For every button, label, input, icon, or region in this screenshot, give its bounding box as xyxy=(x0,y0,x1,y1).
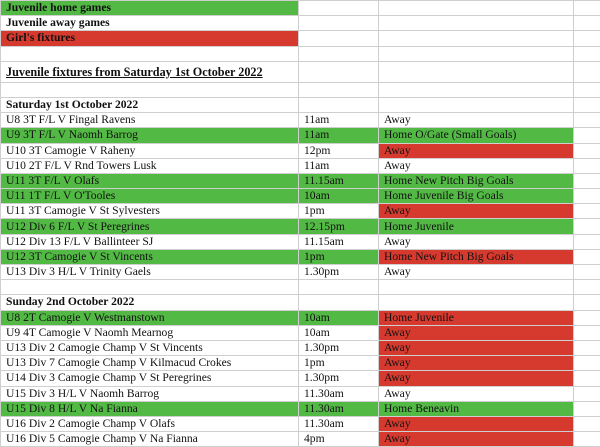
fixture-row xyxy=(1,143,600,158)
cell[interactable] xyxy=(574,46,600,61)
fixture-cell[interactable]: U11 1T F/L V O'Tooles xyxy=(1,189,299,204)
page-title[interactable]: Juvenile fixtures from Saturday 1st October 2022 xyxy=(1,61,299,82)
cell[interactable] xyxy=(379,82,574,97)
fixture-row xyxy=(1,128,600,143)
cell[interactable] xyxy=(574,401,600,416)
time-cell[interactable]: 11am xyxy=(299,113,379,128)
legend-row-away xyxy=(1,16,600,31)
cell[interactable] xyxy=(574,310,600,325)
cell[interactable] xyxy=(574,325,600,340)
cell[interactable] xyxy=(574,432,600,447)
cell[interactable] xyxy=(574,234,600,249)
fixture-cell[interactable]: U12 Div 13 F/L V Ballinteer SJ xyxy=(1,234,299,249)
legend-row-home xyxy=(1,1,600,16)
venue-cell[interactable]: Away xyxy=(379,325,574,340)
time-cell[interactable]: 11.30am xyxy=(299,386,379,401)
cell[interactable] xyxy=(574,143,600,158)
cell[interactable] xyxy=(299,82,379,97)
cell[interactable] xyxy=(574,386,600,401)
cell[interactable] xyxy=(299,46,379,61)
time-cell[interactable]: 1.30pm xyxy=(299,265,379,280)
time-cell[interactable]: 1.30pm xyxy=(299,371,379,386)
fixture-row xyxy=(1,340,600,355)
time-cell[interactable]: 11.15am xyxy=(299,234,379,249)
cell[interactable] xyxy=(299,97,379,112)
fixture-row xyxy=(1,158,600,173)
venue-cell[interactable]: Away xyxy=(379,234,574,249)
cell[interactable] xyxy=(574,295,600,310)
venue-cell[interactable]: Away xyxy=(379,143,574,158)
fixture-row xyxy=(1,219,600,234)
venue-cell[interactable]: Away xyxy=(379,340,574,355)
fixture-cell[interactable]: U10 2T F/L V Rnd Towers Lusk xyxy=(1,158,299,173)
time-cell[interactable]: 12.15pm xyxy=(299,219,379,234)
blank-row xyxy=(1,46,600,61)
venue-cell[interactable]: Away xyxy=(379,356,574,371)
cell[interactable] xyxy=(574,189,600,204)
fixture-cell[interactable]: U13 Div 7 Camogie Champ V Kilmacud Crokes xyxy=(1,356,299,371)
cell[interactable] xyxy=(299,295,379,310)
cell[interactable] xyxy=(574,16,600,31)
time-cell[interactable]: 1pm xyxy=(299,356,379,371)
cell[interactable] xyxy=(379,97,574,112)
cell[interactable] xyxy=(574,219,600,234)
fixture-row xyxy=(1,265,600,280)
cell[interactable] xyxy=(299,280,379,295)
legend-away[interactable]: Juvenile away games xyxy=(1,16,299,31)
fixture-cell[interactable]: U9 4T Camogie V Naomh Mearnog xyxy=(1,325,299,340)
time-cell[interactable]: 1pm xyxy=(299,204,379,219)
venue-cell[interactable]: Away xyxy=(379,113,574,128)
venue-cell[interactable]: Home O/Gate (Small Goals) xyxy=(379,128,574,143)
fixture-row xyxy=(1,310,600,325)
fixture-row xyxy=(1,386,600,401)
time-cell[interactable]: 11.30am xyxy=(299,401,379,416)
venue-cell[interactable]: Away xyxy=(379,158,574,173)
venue-cell[interactable]: Away xyxy=(379,416,574,431)
cell[interactable] xyxy=(574,265,600,280)
fixture-cell[interactable]: U16 Div 2 Camogie Champ V Olafs xyxy=(1,416,299,431)
blank-row xyxy=(1,280,600,295)
cell[interactable] xyxy=(299,31,379,46)
cell[interactable] xyxy=(574,173,600,188)
legend-home[interactable]: Juvenile home games xyxy=(1,1,299,16)
legend-row-girls xyxy=(1,31,600,46)
fixture-cell[interactable]: U8 2T Camogie V Westmanstown xyxy=(1,310,299,325)
fixture-cell[interactable]: U9 3T F/L V Naomh Barrog xyxy=(1,128,299,143)
venue-cell[interactable]: Away xyxy=(379,432,574,447)
cell[interactable] xyxy=(299,61,379,82)
venue-cell[interactable]: Home New Pitch Big Goals xyxy=(379,173,574,188)
cell[interactable] xyxy=(574,97,600,112)
cell[interactable] xyxy=(1,46,299,61)
cell[interactable] xyxy=(379,295,574,310)
cell[interactable] xyxy=(574,31,600,46)
saturday-heading[interactable]: Saturday 1st October 2022 xyxy=(1,97,299,112)
title-row xyxy=(1,61,600,82)
cell[interactable] xyxy=(574,416,600,431)
fixture-row xyxy=(1,189,600,204)
cell[interactable] xyxy=(379,1,574,16)
sheet-body xyxy=(1,1,600,447)
legend-girls[interactable]: Girl's fixtures xyxy=(1,31,299,46)
fixture-cell[interactable]: U16 Div 5 Camogie Champ V Na Fianna xyxy=(1,432,299,447)
time-cell[interactable]: 1pm xyxy=(299,249,379,264)
time-cell[interactable]: 12pm xyxy=(299,143,379,158)
cell[interactable] xyxy=(574,128,600,143)
fixture-row xyxy=(1,113,600,128)
cell[interactable] xyxy=(574,356,600,371)
cell[interactable] xyxy=(574,1,600,16)
fixture-row xyxy=(1,249,600,264)
venue-cell[interactable]: Home Beneavin xyxy=(379,401,574,416)
fixture-cell[interactable]: U12 3T Camogie V St Vincents xyxy=(1,249,299,264)
cell[interactable] xyxy=(299,16,379,31)
cell[interactable] xyxy=(379,61,574,82)
fixture-cell[interactable]: U13 Div 2 Camogie Champ V St Vincents xyxy=(1,340,299,355)
fixture-cell[interactable]: U10 3T Camogie V Raheny xyxy=(1,143,299,158)
venue-cell[interactable]: Away xyxy=(379,265,574,280)
cell[interactable] xyxy=(574,61,600,82)
fixture-cell[interactable]: U15 Div 8 H/L V Na Fianna xyxy=(1,401,299,416)
time-cell[interactable]: 1.30pm xyxy=(299,340,379,355)
cell[interactable] xyxy=(574,113,600,128)
cell[interactable] xyxy=(379,280,574,295)
fixture-row xyxy=(1,234,600,249)
cell[interactable] xyxy=(299,1,379,16)
fixture-row xyxy=(1,416,600,431)
cell[interactable] xyxy=(379,31,574,46)
venue-cell[interactable]: Home New Pitch Big Goals xyxy=(379,249,574,264)
time-cell[interactable]: 11.15am xyxy=(299,173,379,188)
fixture-row xyxy=(1,325,600,340)
sunday-heading[interactable]: Sunday 2nd October 2022 xyxy=(1,295,299,310)
fixture-row xyxy=(1,204,600,219)
venue-cell[interactable]: Away xyxy=(379,204,574,219)
cell[interactable] xyxy=(574,249,600,264)
fixture-cell[interactable]: U13 Div 3 H/L V Trinity Gaels xyxy=(1,265,299,280)
cell[interactable] xyxy=(574,158,600,173)
venue-cell[interactable]: Home Juvenile Big Goals xyxy=(379,189,574,204)
saturday-heading-row xyxy=(1,97,600,112)
time-cell[interactable]: 4pm xyxy=(299,432,379,447)
fixture-cell[interactable]: U14 Div 3 Camogie Champ V St Peregrines xyxy=(1,371,299,386)
cell[interactable] xyxy=(574,371,600,386)
cell[interactable] xyxy=(574,204,600,219)
fixture-row xyxy=(1,371,600,386)
cell[interactable] xyxy=(574,82,600,97)
fixture-cell[interactable]: U15 Div 3 H/L V Naomh Barrog xyxy=(1,386,299,401)
venue-cell[interactable]: Home Juvenile xyxy=(379,310,574,325)
blank-row xyxy=(1,82,600,97)
cell[interactable] xyxy=(574,280,600,295)
time-cell[interactable]: 10am xyxy=(299,189,379,204)
time-cell[interactable]: 10am xyxy=(299,325,379,340)
venue-cell[interactable]: Home Juvenile xyxy=(379,219,574,234)
cell[interactable] xyxy=(1,280,299,295)
fixture-row xyxy=(1,173,600,188)
fixture-cell[interactable]: U11 3T F/L V Olafs xyxy=(1,173,299,188)
time-cell[interactable]: 11am xyxy=(299,128,379,143)
fixture-cell[interactable]: U8 3T F/L V Fingal Ravens xyxy=(1,113,299,128)
time-cell[interactable]: 11.30am xyxy=(299,416,379,431)
fixture-row xyxy=(1,432,600,447)
venue-cell[interactable]: Away xyxy=(379,386,574,401)
fixture-cell[interactable]: U12 Div 6 F/L V St Peregrines xyxy=(1,219,299,234)
venue-cell[interactable]: Away xyxy=(379,371,574,386)
cell[interactable] xyxy=(379,16,574,31)
cell[interactable] xyxy=(1,82,299,97)
sunday-heading-row xyxy=(1,295,600,310)
cell[interactable] xyxy=(379,46,574,61)
fixture-row xyxy=(1,356,600,371)
time-cell[interactable]: 10am xyxy=(299,310,379,325)
time-cell[interactable]: 11am xyxy=(299,158,379,173)
fixture-row xyxy=(1,401,600,416)
fixture-cell[interactable]: U11 3T Camogie V St Sylvesters xyxy=(1,204,299,219)
cell[interactable] xyxy=(574,340,600,355)
